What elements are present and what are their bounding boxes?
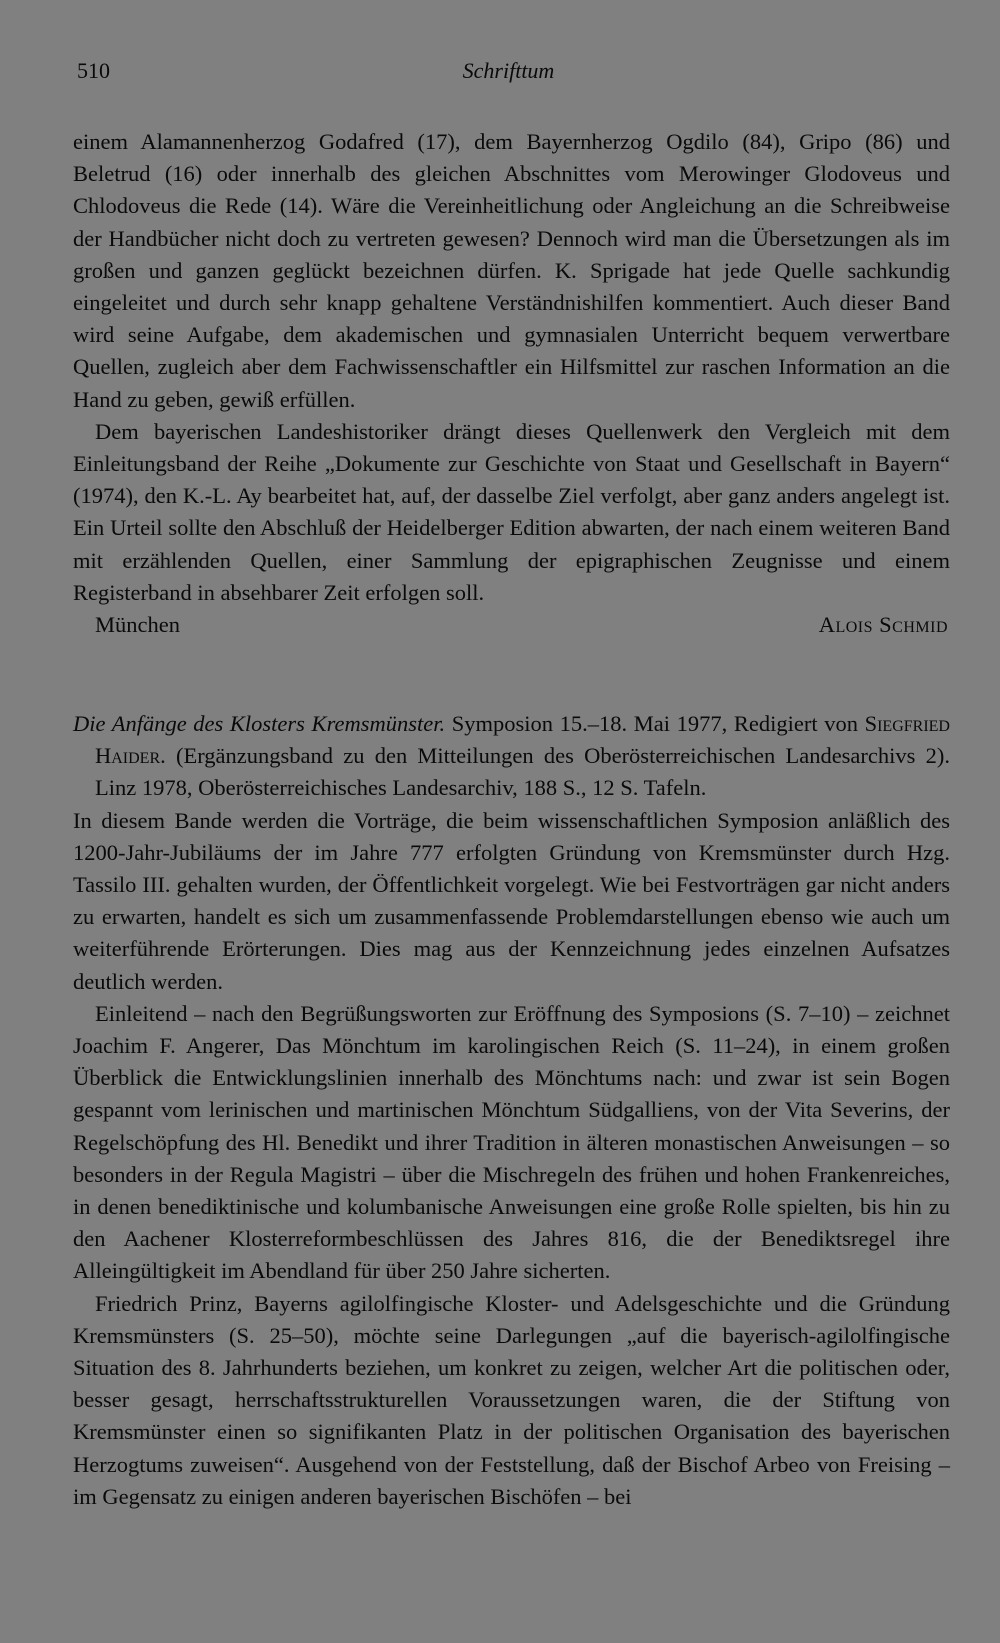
- paragraph: einem Alamannenherzog Godafred (17), dem Bayernherzog Ogdilo (84), Gripo (86) und Beletrud (16) oder innerhalb des gleichen Abschnittes vom Merowinger Glodoveus und Chlodoveus die Rede (14). Wäre die Vereinheitlichung oder Angleichung an die Schreibweise der Handbücher nicht doch zu vertreten gewesen? Dennoch wird man die Übersetzungen als im großen und ganzen geglückt bezeichnen dürfen. K. Sprigade hat jede Quelle sachkundig eingeleitet und durch sehr knapp gehaltene Verständnishilfen kommentiert. Auch dieser Band wird seine Aufgabe, dem akademischen und gymnasialen Unterricht bequem verwertbare Quellen, zugleich aber dem Fachwissenschaftler ein Hilfsmittel zur raschen Information an die Hand zu geben, gewiß erfüllen.: [73, 129, 950, 412]
- book-title: Die Anfänge des Klosters Kremsmünster.: [73, 711, 446, 736]
- signature-line: [73, 609, 950, 641]
- entry-text: . (Ergänzungsband zu den Mitteilungen des Oberösterreichischen Landesarchivs 2). Linz 1978, Oberösterreichisches Landesarchiv, 188 S., 12 S. Tafeln.: [95, 743, 950, 801]
- page-number: 510: [77, 58, 110, 83]
- review-section: [73, 708, 950, 1513]
- signature-name: Alois Schmid: [818, 612, 948, 638]
- paragraph: Dem bayerischen Landeshistoriker drängt dieses Quellenwerk den Vergleich mit dem Einleitungsband der Reihe „Dokumente zur Geschichte von Staat und Gesellschaft in Bayern“ (1974), den K.-L. Ay bearbeitet hat, auf, der dasselbe Ziel verfolgt, aber ganz anders angelegt ist. Ein Urteil sollte den Abschluß der Heidelberger Edition abwarten, der nach einem weiteren Band mit erzählenden Quellen, einer Sammlung der epigraphischen Zeugnisse und einem Registerband in absehbarer Zeit erfolgen soll.: [73, 418, 950, 605]
- signature-place: München: [95, 612, 180, 638]
- paragraph: In diesem Bande werden die Vorträge, die beim wissenschaftlichen Symposion anläßlich des 1200-Jahr-Jubiläums der im Jahre 777 erfolgten Gründung von Kremsmünster durch Hzg. Tassilo III. gehalten wurden, der Öffentlichkeit vorgelegt. Wie bei Festvorträgen gar nicht anders zu erwarten, handelt es sich um zusammenfassende Problemdarstellungen ebenso wie auch um weiterführende Erörterungen. Dies mag aus der Kennzeichnung jedes einzelnen Aufsatzes deutlich werden.: [73, 807, 950, 994]
- paragraph: Einleitend – nach den Begrüßungsworten zur Eröffnung des Symposions (S. 7–10) – zeichnet Joachim F. Angerer, Das Mönchtum im karolingischen Reich (S. 11–24), in einem großen Überblick die Entwicklungslinien innerhalb des Mönchtums nach: und zwar ist sein Bogen gespannt vom lerinischen und martinischen Mönchtum Südgalliens, von der Vita Severins, der Regelschöpfung des Hl. Benedikt und ihrer Tradition in älteren monastischen Anweisungen – so besonders in der Regula Magistri – über die Mischregeln des frühen und hohen Frankenreiches, in denen benediktinische und kolumbanische Anweisungen eine große Rolle spielten, bis hin zu den Aachener Klosterreformbeschlüssen des Jahres 816, die der Benediktsregel ihre Alleingültigkeit im Abendland für über 250 Jahre sicherten.: [73, 1000, 950, 1284]
- editor-name: Siegfried Haider: [95, 711, 950, 769]
- running-title: Schrifttum: [462, 58, 555, 83]
- entry-text: Symposion 15.–18. Mai 1977, Redigiert von: [445, 711, 865, 736]
- running-header: [77, 58, 940, 92]
- bibliographic-entry: [73, 708, 950, 805]
- review-section-end: [73, 126, 950, 641]
- paragraph: Friedrich Prinz, Bayerns agilolfingische Kloster- und Adelsgeschichte und die Gründung Kremsmünsters (S. 25–50), möchte seine Darlegungen „auf die bayerisch-agilolfingische Situation des 8. Jahrhunderts beziehen, um konkret zu zeigen, welcher Art die politischen oder, besser gesagt, herrschaftsstrukturellen Voraussetzungen waren, die der Stiftung von Kremsmünster einen so signifikanten Platz in der politischen Organisation des bayerischen Herzogtums zuweisen“. Ausgehend von der Feststellung, daß der Bischof Arbeo von Freising – im Gegensatz zu einigen anderen bayerischen Bischöfen – bei: [73, 1290, 950, 1509]
